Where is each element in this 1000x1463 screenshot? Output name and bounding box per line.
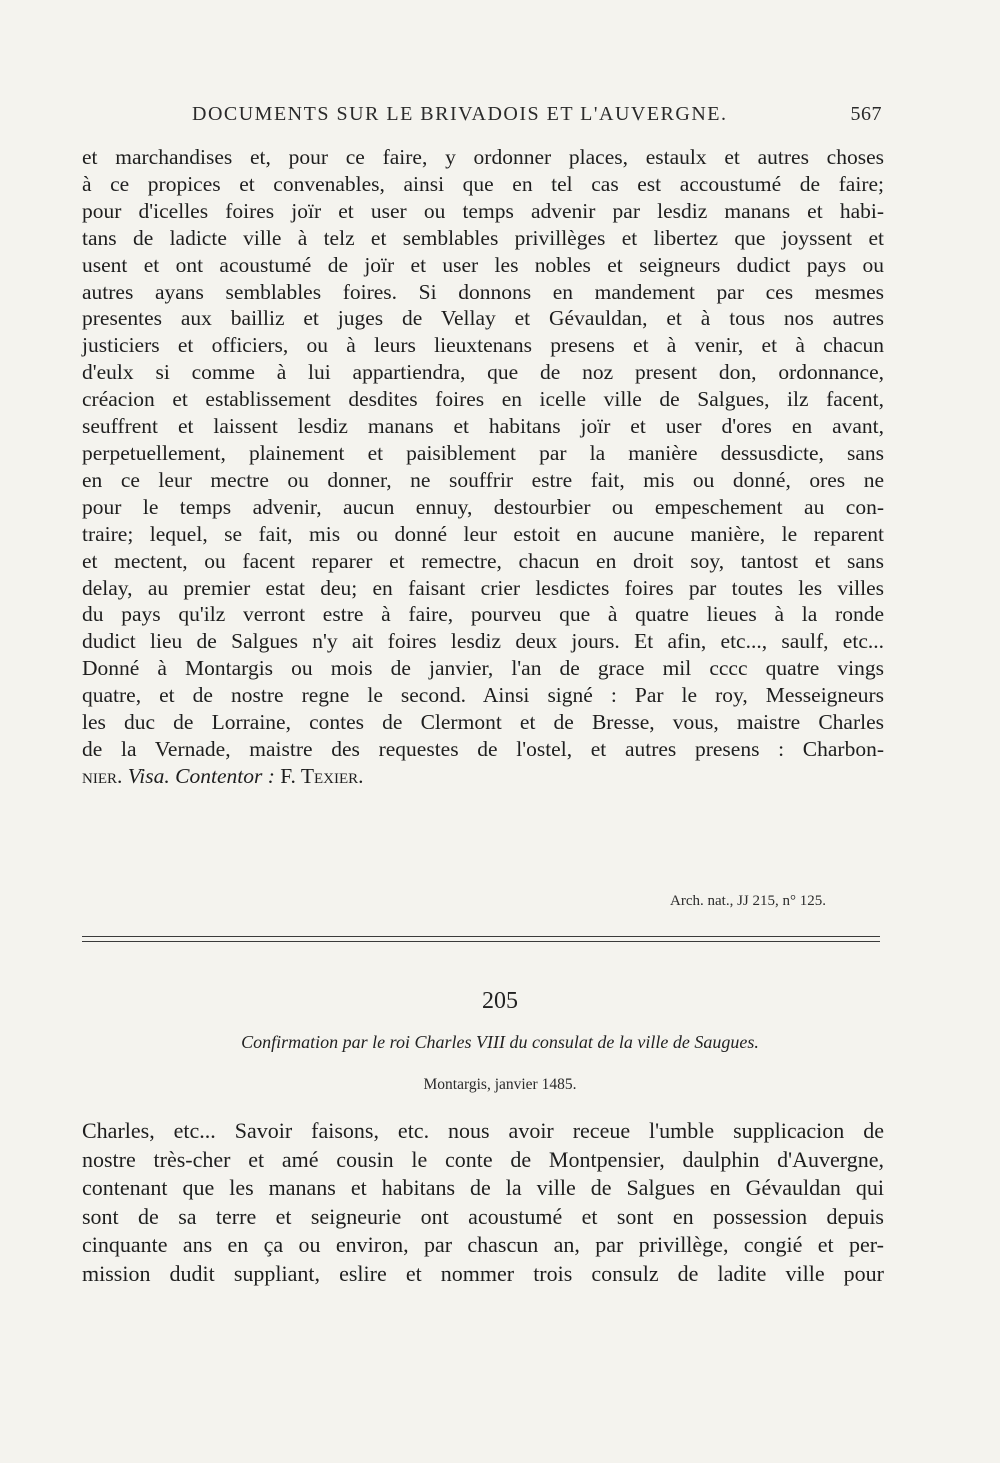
signature-name-end: nier. (82, 763, 123, 788)
text-line: les duc de Lorraine, contes de Clermont et de Bresse, vous, maistre Charles (82, 710, 884, 735)
text-line: pour d'icelles foires joïr et user ou temps advenir par lesdiz manans et habi- (82, 198, 884, 223)
text-line: du pays qu'ilz verront estre à faire, pourveu que à quatre lieues à la ronde (82, 602, 884, 627)
text-line: dudict lieu de Salgues n'y ait foires lesdiz deux jours. Et afin, etc..., saulf, etc... (82, 629, 884, 654)
page-number: 567 (850, 103, 882, 125)
text-line: delay, au premier estat deu; en faisant crier lesdictes foires par toutes les villes (82, 575, 884, 600)
text-line: sont de sa terre et seigneurie ont acoustumé et sont en possession depuis (82, 1203, 884, 1229)
signature-line (82, 763, 884, 790)
signer-name: F. Texier. (280, 763, 364, 788)
running-head-title: DOCUMENTS SUR LE BRIVADOIS ET L'AUVERGNE. (192, 103, 728, 125)
text-line: d'eulx si comme à lui appartiendra, que de noz present don, ordonnance, (82, 360, 884, 385)
text-line: pour le temps advenir, aucun ennuy, destourbier ou empeschement au con- (82, 494, 884, 519)
text-line: nostre très-cher et amé cousin le conte de Montpensier, daulphin d'Auvergne, (82, 1146, 884, 1172)
text-line: créacion et establissement desdites foires en icelle ville de Salgues, ilz facent, (82, 387, 884, 412)
text-line: usent et ont acoustumé de joïr et user les nobles et seigneurs dudict pays ou (82, 252, 884, 277)
text-line: justiciers et officiers, ou à leurs lieuxtenans presens et à venir, et à chacun (82, 333, 884, 358)
text-line: à ce propices et convenables, ainsi que en tel cas est accoustumé de faire; (82, 171, 884, 196)
divider-rule (82, 936, 880, 937)
source-reference: Arch. nat., JJ 215, n° 125. (670, 893, 826, 909)
text-line: autres ayans semblables foires. Si donnons en mandement par ces mesmes (82, 279, 884, 304)
running-head (192, 103, 882, 126)
text-line: seuffrent et laissent lesdiz manans et habitans joïr et user d'ores en avant, (82, 414, 884, 439)
text-line: en ce leur mectre ou donner, ne souffrir estre fait, mis ou donné, ores ne (82, 467, 884, 492)
text-line: Charles, etc... Savoir faisons, etc. nous avoir receue l'umble supplicacion de (82, 1118, 884, 1143)
body-text-document-205 (82, 1117, 884, 1289)
document-number: 205 (482, 988, 518, 1014)
body-text-continuation (82, 144, 884, 790)
text-line: et marchandises et, pour ce faire, y ordonner places, estaulx et autres choses (82, 145, 884, 169)
document-title: Confirmation par le roi Charles VIII du consulat de la ville de Saugues. (241, 1032, 759, 1052)
text-line: cinquante ans en ça ou environ, par chascun an, par privillège, congié et per- (82, 1232, 884, 1258)
text-line: mission dudit suppliant, eslire et nommer trois consulz de ladite ville pour (82, 1260, 884, 1286)
visa-text: Visa. Contentor : (127, 763, 275, 788)
text-line: traire; lequel, se fait, mis ou donné leur estoit en aucune manière, le reparent (82, 521, 884, 546)
text-line: contenant que les manans et habitans de la ville de Salgues en Gévauldan qui (82, 1175, 884, 1201)
text-line: de la Vernade, maistre des requestes de l'ostel, et autres presens : Charbon- (82, 736, 884, 761)
text-line: perpetuellement, plainement et paisiblement par la manière dessusdicte, sans (82, 440, 884, 465)
text-line: Donné à Montargis ou mois de janvier, l'an de grace mil cccc quatre vings (82, 656, 884, 681)
document-place-date: Montargis, janvier 1485. (423, 1076, 577, 1093)
divider-rule (82, 941, 880, 942)
text-line: quatre, et de nostre regne le second. Ainsi signé : Par le roy, Messeigneurs (82, 683, 884, 708)
text-line: tans de ladicte ville à telz et semblables privillèges et libertez que joyssent et (82, 225, 884, 250)
text-line: et mectent, ou facent reparer et remectre, chacun en droit soy, tantost et sans (82, 548, 884, 573)
text-line: presentes aux bailliz et juges de Vellay et Gévauldan, et à tous nos autres (82, 306, 884, 331)
